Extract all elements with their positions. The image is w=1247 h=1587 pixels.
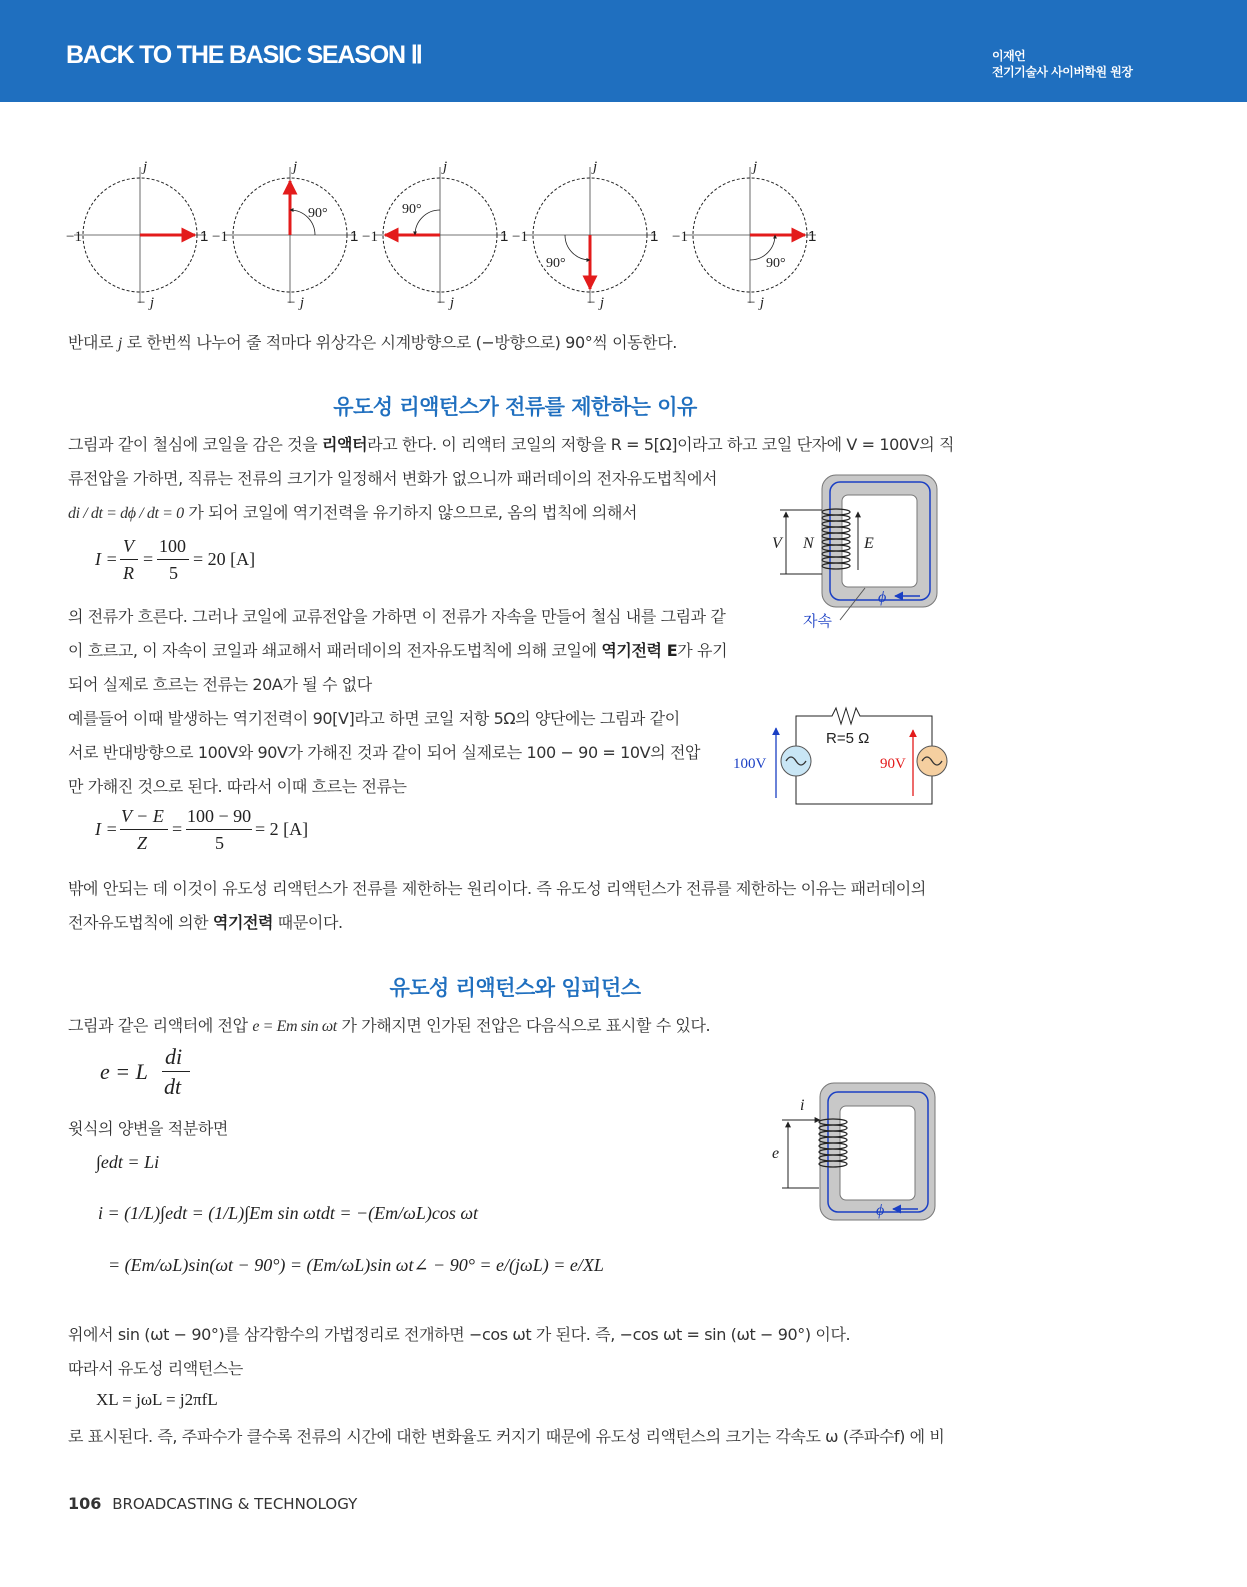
flux-label: 자속 bbox=[803, 612, 832, 630]
intro-paragraph: 반대로 j 로 한번씩 나누어 줄 적마다 위상각은 시계방향으로 (−방향으로) 90°씩 이동한다. bbox=[68, 333, 677, 352]
section1-paragraph-7: 예를들어 이때 발생하는 역기전력이 90[V]라고 하면 코일 저항 5Ω의 양단에는 그림과 같이 bbox=[68, 709, 680, 728]
section1-paragraph-2: 류전압을 가하면, 직류는 전류의 크기가 일정해서 변화가 없으니까 패러데이의 전자유도법칙에서 bbox=[68, 469, 718, 488]
axis-neg-j-label: − j bbox=[436, 295, 455, 311]
flux-symbol: ϕ bbox=[876, 1202, 885, 1219]
author-name: 이재언 bbox=[992, 49, 1026, 63]
axis-one-label: 1 bbox=[650, 228, 659, 245]
resistor-label: R=5 Ω bbox=[826, 730, 870, 747]
angle-label: 90° bbox=[766, 256, 786, 271]
axis-one-label: 1 bbox=[200, 228, 209, 245]
page-header bbox=[0, 0, 1247, 102]
section1-paragraph-3: di / dt = dϕ / dt = 0 가 되어 코일에 역기전력을 유기하지 않으므로, 옴의 법칙에 의해서 bbox=[68, 503, 638, 522]
section2-paragraph-3: 위에서 sin (ωt − 90°)를 삼각함수의 가법정리로 전개하면 −cos ωt 가 된다. 즉, −cos ωt = sin (ωt − 90°) 이다. bbox=[68, 1325, 851, 1344]
axis-neg-j-label: − j bbox=[586, 295, 605, 311]
axis-neg-one-label: −1 bbox=[212, 229, 228, 245]
section2-paragraph-5: 로 표시된다. 즉, 주파수가 클수록 전류의 시간에 대한 변화율도 커지기 때문에 유도성 리액턴스의 크기는 각속도 ω (주파수f) 에 비 bbox=[68, 1427, 945, 1446]
phasor-circle-1 bbox=[66, 159, 208, 311]
circuit-figure bbox=[730, 700, 955, 810]
current-phasor-equation: = (Em/ωL)sin(ωt − 90°) = (Em/ωL)sin ωt∠ − 90° = e/(jωL) = e/XL bbox=[108, 1255, 604, 1275]
section1-title: 유도성 리액턴스가 전류를 제한하는 이유 bbox=[333, 395, 697, 419]
magazine-name: BROADCASTING & TECHNOLOGY bbox=[112, 1495, 358, 1513]
j-symbol: j bbox=[117, 335, 122, 352]
flux-symbol: ϕ bbox=[878, 589, 887, 606]
section1-paragraph-8: 서로 반대방향으로 100V와 90V가 가해진 것과 같이 되어 실제로는 100 − 90 = 10V의 전압 bbox=[68, 743, 701, 762]
inductor-voltage-equation: e = L di dt bbox=[100, 1044, 220, 1100]
axis-j-label: j bbox=[143, 159, 148, 175]
section1-paragraph-10: 밖에 안되는 데 이것이 유도성 리액턴스가 전류를 제한하는 원리이다. 즉 유도성 리액턴스가 전류를 제한하는 이유는 패러데이의 bbox=[68, 879, 926, 898]
author-title: 전기기술사 사이버학원 원장 bbox=[992, 65, 1133, 79]
ohm-law-equation: I = V R = 100 5 = 20 [A] bbox=[95, 536, 256, 583]
page-footer bbox=[68, 1494, 357, 1513]
section2-paragraph-1: 그림과 같은 리액터에 전압 e = Em sin ωt 가 가해지면 인가된 전압은 다음식으로 표시할 수 있다. bbox=[68, 1016, 711, 1035]
integral-equation: ∫edt = Li bbox=[96, 1152, 160, 1172]
emf-label: E bbox=[864, 535, 874, 552]
axis-one-label: 1 bbox=[500, 228, 509, 245]
section1-paragraph-1: 그림과 같이 철심에 코일을 감은 것을 리액터라고 한다. 이 리액터 코일의 저항을 R = 5[Ω]이라고 하고 코일 단자에 V = 100V의 직 bbox=[68, 435, 955, 454]
reactor-figure-2 bbox=[770, 1078, 950, 1228]
current-integral-equation: i = (1/L)∫edt = (1/L)∫Em sin ωtdt = −(Em/ωL)cos ωt bbox=[98, 1203, 479, 1223]
axis-neg-one-label: −1 bbox=[66, 229, 82, 245]
phasor-rotation-figure bbox=[60, 155, 830, 315]
axis-neg-one-label: −1 bbox=[362, 229, 378, 245]
axis-j-label: j bbox=[753, 159, 758, 175]
phasor-circle-5 bbox=[672, 159, 816, 311]
axis-neg-j-label: − j bbox=[746, 295, 765, 311]
phasor-circle-4 bbox=[512, 159, 658, 311]
source-90v-label: 90V bbox=[880, 756, 906, 772]
axis-j-label: j bbox=[593, 159, 598, 175]
author-block bbox=[992, 48, 1132, 80]
axis-j-label: j bbox=[293, 159, 298, 175]
source-100v-label: 100V bbox=[733, 756, 767, 772]
derivative-formula: di / dt = dϕ / dt = 0 bbox=[68, 505, 184, 522]
angle-label: 90° bbox=[402, 202, 422, 217]
applied-voltage-formula: e = Em sin ωt bbox=[252, 1018, 337, 1035]
current-label: i bbox=[800, 1097, 805, 1114]
section1-paragraph-5: 이 흐르고, 이 자속이 코일과 쇄교해서 패러데이의 전자유도법칙에 의해 코일에 역기전력 E가 유기 bbox=[68, 641, 728, 660]
section2-title: 유도성 리액턴스와 임피던스 bbox=[389, 976, 641, 1000]
series-title: BACK TO THE BASIC SEASON Ⅱ bbox=[66, 41, 422, 69]
phasor-circle-3 bbox=[362, 159, 508, 311]
angle-label: 90° bbox=[308, 206, 328, 221]
axis-one-label: 1 bbox=[808, 228, 817, 245]
axis-one-label: 1 bbox=[350, 228, 359, 245]
angle-label: 90° bbox=[546, 256, 566, 271]
turns-label: N bbox=[803, 535, 814, 552]
axis-j-label: j bbox=[443, 159, 448, 175]
axis-neg-one-label: −1 bbox=[512, 229, 528, 245]
voltage-label: e bbox=[772, 1145, 780, 1162]
axis-neg-one-label: −1 bbox=[672, 229, 688, 245]
axis-neg-j-label: − j bbox=[136, 295, 155, 311]
page-number: 106 bbox=[68, 1494, 102, 1513]
section1-paragraph-4: 의 전류가 흐른다. 그러나 코일에 교류전압을 가하면 이 전류가 자속을 만들어 철심 내를 그림과 같 bbox=[68, 607, 726, 626]
reactance-equation: XL = jωL = j2πfL bbox=[96, 1390, 218, 1409]
section1-paragraph-6: 되어 실제로 흐르는 전류는 20A가 될 수 없다 bbox=[68, 675, 372, 694]
section2-paragraph-2: 윗식의 양변을 적분하면 bbox=[68, 1119, 228, 1138]
voltage-label: V bbox=[772, 535, 782, 552]
axis-neg-j-label: − j bbox=[286, 295, 305, 311]
section1-paragraph-9: 만 가해진 것으로 된다. 따라서 이때 흐르는 전류는 bbox=[68, 777, 407, 796]
current-limit-equation: I = V − E Z = 100 − 90 5 = 2 [A] bbox=[95, 806, 309, 853]
phasor-circle-2 bbox=[212, 159, 358, 311]
section2-paragraph-4: 따라서 유도성 리액턴스는 bbox=[68, 1359, 243, 1378]
reactor-figure bbox=[770, 470, 950, 635]
section1-paragraph-11: 전자유도법칙에 의한 역기전력 때문이다. bbox=[68, 913, 343, 932]
